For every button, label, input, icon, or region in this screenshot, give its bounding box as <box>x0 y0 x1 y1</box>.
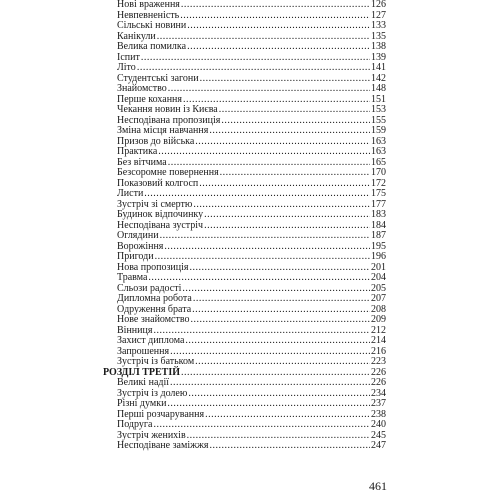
table-of-contents <box>103 0 386 452</box>
toc-dot-leader <box>168 84 370 95</box>
toc-entry <box>103 252 386 263</box>
toc-entry-page: 142 <box>371 72 386 84</box>
toc-dot-leader <box>220 168 370 179</box>
toc-dot-leader <box>153 420 370 431</box>
toc-entry-page: 214 <box>371 335 386 346</box>
toc-entry <box>103 147 386 158</box>
toc-entry-title: Листи <box>117 188 144 199</box>
toc-entry-page: 223 <box>371 356 386 367</box>
toc-dot-leader <box>188 389 370 400</box>
toc-entry-page: 172 <box>371 177 386 189</box>
toc-entry-page: 138 <box>371 41 386 52</box>
toc-entry <box>103 42 386 53</box>
toc-entry-title: Різні думки <box>117 398 167 409</box>
toc-dot-leader <box>191 315 370 326</box>
toc-entry <box>103 179 386 190</box>
toc-entry-page: 196 <box>371 251 386 262</box>
toc-entry-page: 133 <box>371 20 386 31</box>
toc-dot-leader <box>160 231 370 242</box>
toc-entry-title: Іспит <box>117 51 140 63</box>
toc-dot-leader <box>182 284 370 295</box>
toc-entry-title: Травма <box>117 272 148 283</box>
toc-dot-leader <box>170 347 370 358</box>
toc-dot-leader <box>200 74 370 85</box>
toc-dot-leader <box>155 252 370 263</box>
toc-entry-page: 153 <box>371 104 386 115</box>
toc-dot-leader <box>204 221 370 232</box>
toc-entry-title: Безсоромне повернення <box>117 167 219 178</box>
toc-entry-page: 204 <box>371 272 386 283</box>
toc-entry <box>103 420 386 431</box>
toc-entry-title: Зустріч зі смертю <box>117 198 193 210</box>
toc-entry-page: 205 <box>371 282 386 294</box>
toc-dot-leader <box>193 294 370 305</box>
toc-entry-page: 187 <box>371 230 386 241</box>
toc-entry <box>103 441 386 452</box>
toc-dot-leader <box>195 137 370 148</box>
toc-entry-title: Літо <box>117 62 136 73</box>
toc-dot-leader <box>180 11 370 22</box>
toc-entry-title: Сльози радості <box>117 282 182 294</box>
toc-entry-title: Практика <box>117 146 158 157</box>
toc-entry-page: 175 <box>371 188 386 199</box>
toc-entry <box>103 210 386 221</box>
toc-entry-title: Ворожіння <box>117 240 164 252</box>
toc-entry <box>103 126 386 137</box>
toc-entry <box>103 21 386 32</box>
toc-dot-leader <box>219 105 370 116</box>
toc-entry-title: Великі надії <box>117 377 170 388</box>
toc-entry-title: Зустріч із долею <box>117 387 188 399</box>
toc-dot-leader <box>167 399 370 410</box>
toc-entry-title: Пригоди <box>117 251 154 262</box>
toc-dot-leader <box>181 368 370 379</box>
toc-dot-leader <box>189 263 370 274</box>
toc-entry-page: 234 <box>371 387 386 399</box>
toc-entry-page: 195 <box>371 240 386 252</box>
toc-entry <box>103 231 386 242</box>
toc-entry <box>103 336 386 347</box>
toc-entry-title: Без вітчима <box>117 156 167 168</box>
toc-entry <box>103 105 386 116</box>
toc-dot-leader <box>153 326 370 337</box>
toc-entry <box>103 315 386 326</box>
toc-dot-leader <box>157 32 370 43</box>
toc-entry-title: Будинок відпочинку <box>117 209 204 220</box>
toc-entry <box>103 168 386 179</box>
toc-entry-title: Нова пропозиція <box>117 261 189 273</box>
toc-entry-title: Зустріч із батьком <box>117 356 195 367</box>
toc-entry <box>103 84 386 95</box>
toc-entry-title: Чекання новин із Києва <box>117 104 218 115</box>
toc-entry <box>103 294 386 305</box>
toc-entry-title: Канікули <box>117 30 156 42</box>
toc-entry-title: Нове знайомство <box>117 314 190 325</box>
toc-entry-page: 163 <box>371 135 386 147</box>
toc-dot-leader <box>199 179 370 190</box>
toc-dot-leader <box>192 305 370 316</box>
toc-dot-leader <box>187 431 370 442</box>
toc-entry-title: Подруга <box>117 419 153 430</box>
toc-entry-page: 165 <box>371 156 386 168</box>
toc-entry-page: 155 <box>371 114 386 126</box>
toc-dot-leader <box>195 357 370 368</box>
toc-entry-page: 208 <box>371 303 386 315</box>
toc-entry-title: Показовий колгосп <box>117 177 199 189</box>
toc-entry <box>103 273 386 284</box>
toc-entry-title: Знайомство <box>117 83 167 94</box>
toc-entry-page: 207 <box>371 293 386 304</box>
toc-entry-page: 177 <box>371 198 386 210</box>
toc-entry-page: 247 <box>371 440 386 451</box>
toc-entry-title: Захист диплома <box>117 335 185 346</box>
toc-dot-leader <box>185 336 370 347</box>
toc-dot-leader <box>148 273 370 284</box>
toc-entry-title: Вінниця <box>117 324 153 336</box>
toc-entry-page: 148 <box>371 83 386 94</box>
toc-entry <box>103 63 386 74</box>
toc-dot-leader <box>193 200 370 211</box>
toc-dot-leader <box>209 126 370 137</box>
toc-dot-leader <box>187 42 370 53</box>
toc-dot-leader <box>221 116 370 127</box>
toc-entry <box>103 357 386 368</box>
toc-entry-title: Нові враження <box>117 0 180 10</box>
toc-entry-page: 209 <box>371 314 386 325</box>
toc-entry-page: 201 <box>371 261 386 273</box>
toc-entry-page: 139 <box>371 51 386 63</box>
toc-dot-leader <box>170 378 370 389</box>
toc-entry <box>103 189 386 200</box>
toc-entry-title: Невпевненість <box>117 9 180 21</box>
toc-entry-title: Запрошення <box>117 345 170 357</box>
toc-dot-leader <box>181 0 370 11</box>
toc-entry-title: Студентські загони <box>117 72 199 84</box>
toc-dot-leader <box>187 21 370 32</box>
toc-entry-page: 245 <box>371 429 386 441</box>
toc-entry-page: 226 <box>371 366 386 378</box>
toc-entry-page: 151 <box>371 93 386 105</box>
toc-entry-page: 127 <box>371 9 386 21</box>
toc-dot-leader <box>141 53 370 64</box>
toc-entry <box>103 378 386 389</box>
toc-entry-page: 170 <box>371 167 386 178</box>
page-number: 461 <box>369 479 387 493</box>
toc-entry-title: Перше кохання <box>117 93 183 105</box>
toc-entry-page: 238 <box>371 408 386 420</box>
toc-entry-page: 237 <box>371 398 386 409</box>
toc-dot-leader <box>210 441 370 452</box>
toc-dot-leader <box>144 189 370 200</box>
toc-entry-page: 163 <box>371 146 386 157</box>
toc-entry-title: Велика помилка <box>117 41 187 52</box>
toc-entry-title: Несподівана пропозиція <box>117 114 221 126</box>
toc-entry-title: Несподівана зустріч <box>117 219 204 231</box>
toc-entry <box>103 0 386 11</box>
toc-dot-leader <box>137 63 370 74</box>
toc-dot-leader <box>164 242 370 253</box>
toc-dot-leader <box>204 210 370 221</box>
toc-entry-page: 184 <box>371 219 386 231</box>
toc-entry-page: 126 <box>371 0 386 10</box>
toc-entry-title: Зміна місця навчання <box>117 125 209 136</box>
toc-entry <box>103 53 386 64</box>
toc-entry-title: Несподіване заміжжя <box>117 440 209 451</box>
toc-entry-title: Оглядини <box>117 230 159 241</box>
toc-entry-title: Перші розчарування <box>117 408 205 420</box>
toc-entry-title: Призов до війська <box>117 135 195 147</box>
toc-dot-leader <box>205 410 370 421</box>
toc-entry-title: Одруження брата <box>117 303 192 315</box>
toc-entry-page: 212 <box>371 324 386 336</box>
toc-entry-title: РОЗДІЛ ТРЕТІЙ <box>103 366 181 378</box>
toc-entry-page: 135 <box>371 30 386 42</box>
toc-entry-page: 240 <box>371 419 386 430</box>
toc-entry <box>103 399 386 410</box>
toc-entry-page: 216 <box>371 345 386 357</box>
toc-dot-leader <box>158 147 370 158</box>
toc-entry-page: 183 <box>371 209 386 220</box>
toc-entry-title: Сільські новини <box>117 20 187 31</box>
toc-entry-title: Зустріч женихів <box>117 429 186 441</box>
toc-entry-title: Дипломна робота <box>117 293 192 304</box>
toc-entry-page: 141 <box>371 62 386 73</box>
toc-entry-page: 159 <box>371 125 386 136</box>
toc-entry-page: 226 <box>371 377 386 388</box>
